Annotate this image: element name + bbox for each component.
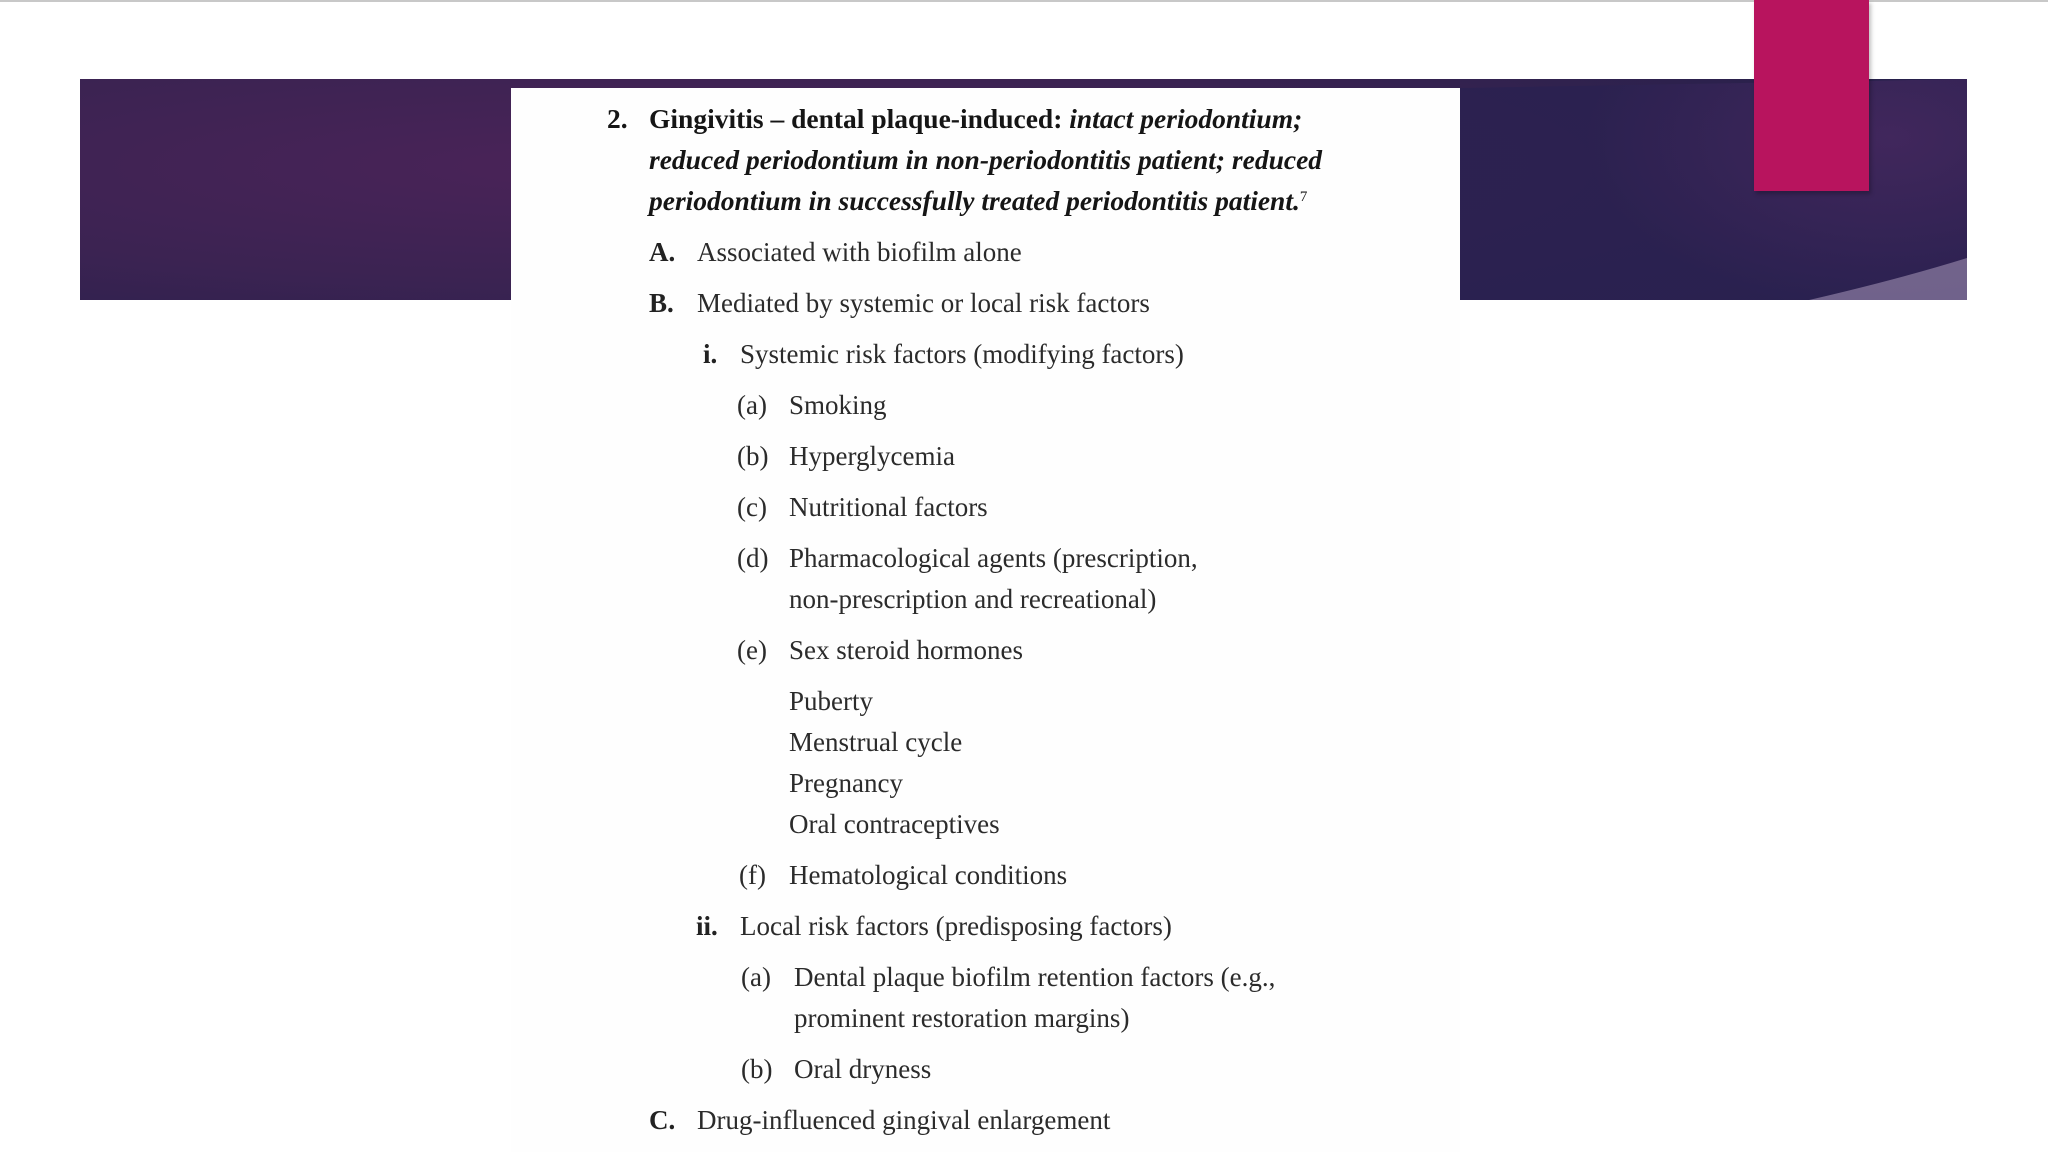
- item-b-i-marker: i.: [703, 339, 718, 369]
- systemic-c-marker: (c): [737, 492, 767, 522]
- heading-line-1: [649, 103, 1302, 135]
- item-c-marker: C.: [649, 1105, 676, 1135]
- item-a-text: Associated with biofilm alone: [697, 237, 1022, 267]
- systemic-a-text: Smoking: [789, 390, 887, 420]
- item-b-ii-marker: ii.: [696, 911, 718, 941]
- local-b-text: Oral dryness: [794, 1054, 932, 1084]
- systemic-e-marker: (e): [737, 635, 767, 665]
- item-a-marker: A.: [649, 237, 676, 267]
- footnote-ref: 7: [1299, 189, 1308, 205]
- systemic-e-text: Sex steroid hormones: [789, 635, 1023, 665]
- local-a-text: Dental plaque biofilm retention factors (e.g.,: [794, 962, 1276, 992]
- systemic-d-marker: (d): [737, 543, 769, 573]
- systemic-a-marker: (a): [737, 390, 767, 420]
- top-divider: [0, 0, 2048, 2]
- item-b-ii-text: Local risk factors (predisposing factors): [740, 911, 1172, 941]
- item-b-marker: B.: [649, 288, 674, 318]
- hormone-puberty: Puberty: [789, 686, 873, 716]
- heading-qualifier-3: periodontium in successfully treated periodontitis patient.: [649, 185, 1300, 216]
- systemic-f-marker: (f): [739, 860, 766, 890]
- systemic-b-text: Hyperglycemia: [789, 441, 955, 471]
- local-b-marker: (b): [741, 1054, 773, 1084]
- heading-qualifier-2: reduced periodontium in non-periodontitis patient; reduced: [649, 144, 1323, 175]
- local-a-marker: (a): [741, 962, 771, 992]
- hormone-menstrual-cycle: Menstrual cycle: [789, 727, 963, 757]
- heading-title: Gingivitis – dental plaque-induced:: [649, 103, 1063, 134]
- systemic-f-text: Hematological conditions: [789, 860, 1068, 890]
- hormone-pregnancy: Pregnancy: [789, 768, 903, 798]
- heading-qualifier-1: intact periodontium;: [1069, 103, 1303, 134]
- accent-tab: [1754, 0, 1869, 191]
- systemic-d-text: Pharmacological agents (prescription,: [789, 543, 1198, 573]
- item-c-text: Drug-influenced gingival enlargement: [697, 1105, 1111, 1135]
- item-b-text: Mediated by systemic or local risk factors: [697, 288, 1150, 318]
- hormone-oral-contraceptives: Oral contraceptives: [789, 809, 1000, 839]
- local-a-text-continued: prominent restoration margins): [794, 1003, 1130, 1033]
- item-b-i-text: Systemic risk factors (modifying factors): [740, 339, 1184, 369]
- heading-number: 2.: [607, 103, 628, 134]
- systemic-c-text: Nutritional factors: [789, 492, 988, 522]
- systemic-d-text-continued: non-prescription and recreational): [789, 584, 1157, 614]
- heading-line-3: [649, 185, 1307, 217]
- systemic-b-marker: (b): [737, 441, 769, 471]
